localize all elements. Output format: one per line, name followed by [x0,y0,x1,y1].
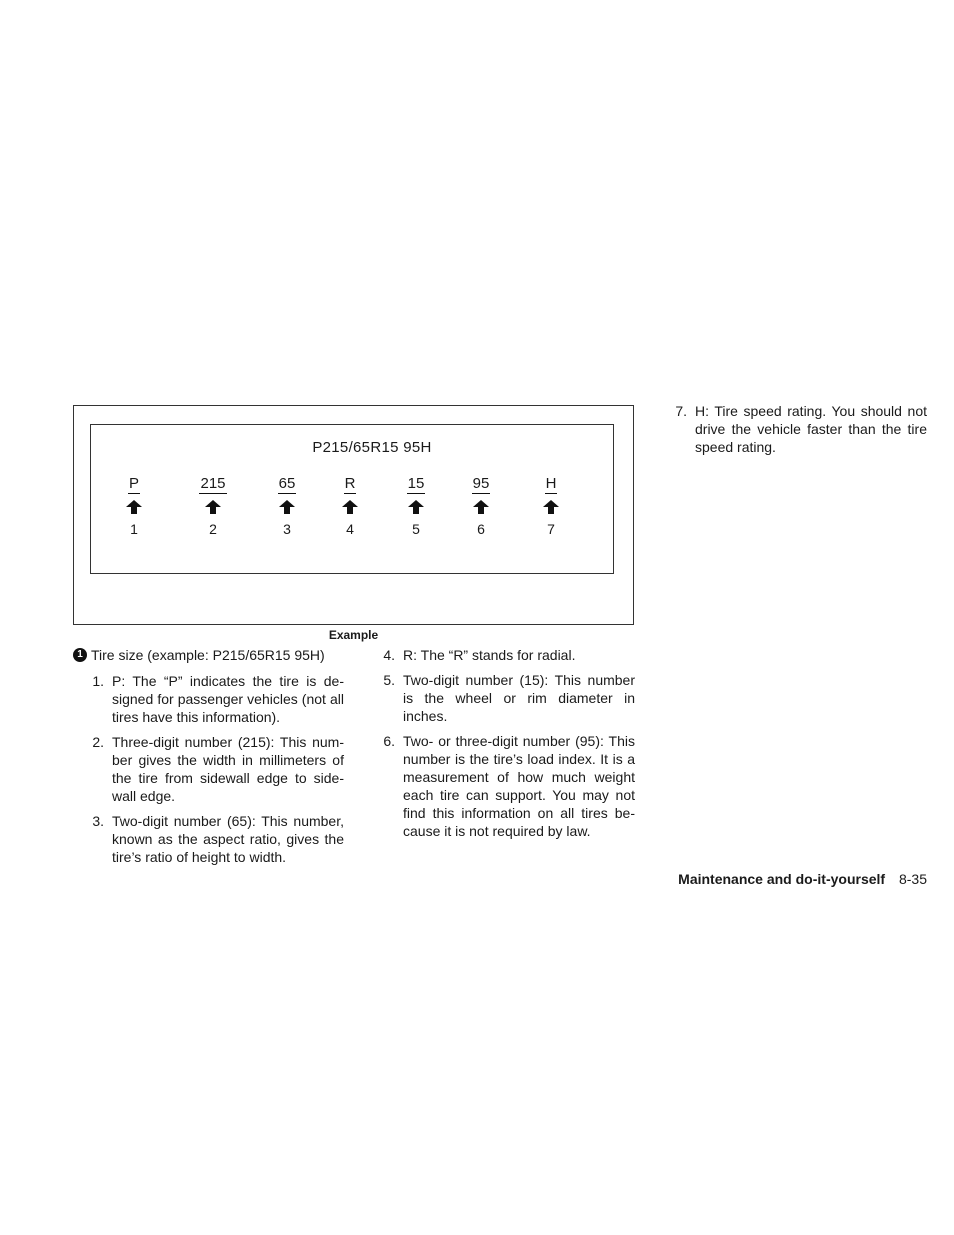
tire-part-code: 65 [278,475,296,492]
list-item-number: 5. [383,672,395,688]
list-item-text: Three-digit number (215): This num-ber gives the width in millimeters of the tire from sidewall edge to side-wall edge. [112,734,344,804]
list-item-number: 1. [92,673,104,689]
list-item-text: P: The “P” indicates the tire is de-signed for passenger vehicles (not all tires have this information). [112,673,344,725]
list-item-text: Two-digit number (15): This number is the wheel or rim diameter in inches. [403,672,635,724]
text-column-left [73,646,344,873]
text-column-middle [364,646,635,847]
up-arrow-icon [205,500,221,514]
text-column-right [656,402,927,463]
tire-part-number: 2 [209,521,217,537]
list-item [73,672,344,726]
list-item-text: Two-digit number (65): This number, known as the aspect ratio, gives the tire’s ratio of height to width. [112,813,344,865]
tire-code-label: P215/65R15 95H [312,439,432,456]
list-item [656,402,927,456]
tire-part-code: H [545,475,557,492]
tire-code-diagram [90,424,614,574]
list-item-text: R: The “R” stands for radial. [403,647,576,663]
tire-part-code: 15 [407,475,425,492]
tire-size-heading [73,646,344,664]
list-item-text: H: Tire speed rating. You should not drive the vehicle faster than the tire speed rating. [695,403,927,455]
section-title: Maintenance and do-it-yourself [678,871,886,887]
page-footer [678,871,927,887]
tire-part-5 [391,475,441,537]
tire-part-code: 95 [472,475,490,492]
up-arrow-icon [473,500,489,514]
tire-part-number: 6 [477,521,485,537]
tire-size-figure [73,405,634,625]
figure-caption: Example [328,628,379,642]
list-item-number: 2. [92,734,104,750]
up-arrow-icon [126,500,142,514]
up-arrow-icon [279,500,295,514]
up-arrow-icon [408,500,424,514]
list-item [73,812,344,866]
list-item-number: 3. [92,813,104,829]
tire-size-text: Tire size (example: P215/65R15 95H) [91,647,325,663]
tire-part-number: 1 [130,521,138,537]
tire-part-code: R [344,475,356,492]
tire-part-1 [109,475,159,537]
tire-part-3 [262,475,312,537]
list-item-number: 4. [383,647,395,663]
list-item [73,733,344,805]
page-number: 8-35 [898,871,927,887]
tire-part-number: 4 [346,521,354,537]
tire-part-number: 3 [283,521,291,537]
tire-part-2 [188,475,238,537]
tire-part-4 [325,475,375,537]
up-arrow-icon [342,500,358,514]
list-item [364,646,635,664]
tire-part-number: 5 [412,521,420,537]
tire-part-7 [526,475,576,537]
up-arrow-icon [543,500,559,514]
list-item-text: Two- or three-digit number (95): This number is the tire’s load index. It is a measurement of how much weight each tire can support. You may not find this information on all tires be-cause it is not required by law. [403,733,635,839]
list-item-number: 7. [675,403,687,419]
tire-part-number: 7 [547,521,555,537]
tire-part-code: P [128,475,139,492]
circled-number-icon: 1 [73,648,87,662]
tire-part-code: 215 [200,475,226,492]
tire-part-6 [456,475,506,537]
list-item [364,671,635,725]
list-item-number: 6. [383,733,395,749]
list-item [364,732,635,840]
